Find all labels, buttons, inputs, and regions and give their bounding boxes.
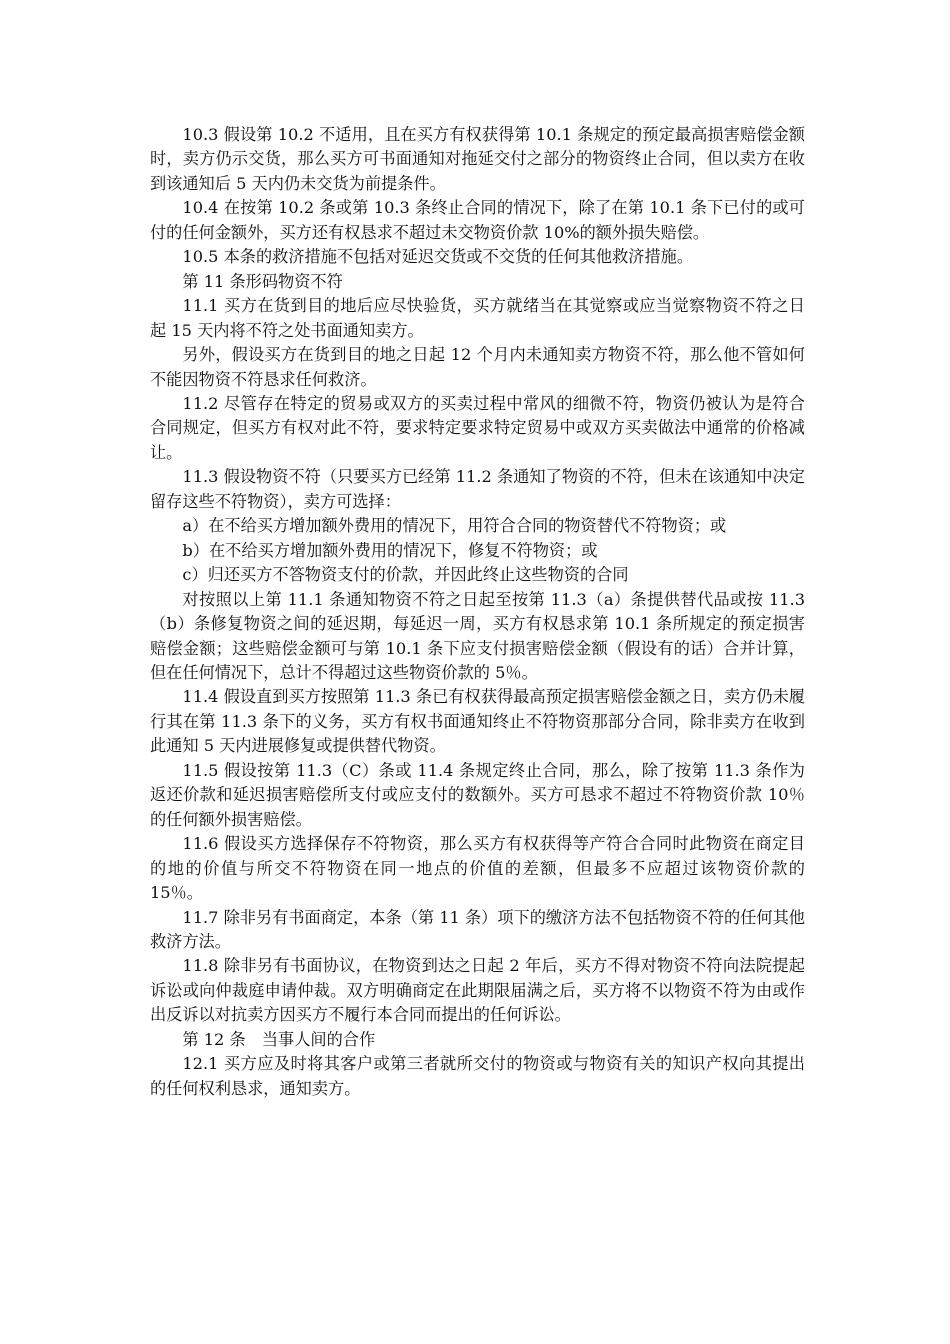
clause-11-5: 11.5 假设按第 11.3（C）条或 11.4 条规定终止合同，那么，除了按第 11.3 条作为返还价款和延迟损害赔偿所支付或应支付的数额外。买方可恳求不超过不符物资价款 10％的任何额外损害赔偿。 <box>150 760 805 829</box>
clause-10-4: 10.4 在按第 10.2 条或第 10.3 条终止合同的情况下，除了在第 10.1 条下已付的或可付的任何金额外，买方还有权恳求不超过未交物资价款 10%的额外损失赔偿。 <box>150 198 805 242</box>
clause-11-8: 11.8 除非另有书面协议，在物资到达之日起 2 年后，买方不得对物资不符向法院提起诉讼或向仲裁庭申请仲裁。双方明确商定在此期限届满之后，买方将不以物资不符为由或作出反诉以对抗卖方因买方不履行本合同而提出的任何诉讼。 <box>150 956 805 1025</box>
clause-11-1-supplement: 另外，假设买方在货到目的地之日起 12 个月内未通知卖方物资不符，那么他不管如何不能因物资不符恳求任何救济。 <box>150 345 805 389</box>
clause-10-3: 10.3 假设第 10.2 不适用，且在买方有权获得第 10.1 条规定的预定最高损害赔偿金额时，卖方仍示交货，那么买方可书面通知对拖延交付之部分的物资终止合同，但以卖方在收到该通知后 5 天内仍未交货为前提条件。 <box>150 125 805 193</box>
clause-11-1: 11.1 买方在货到目的地后应尽快验货，买方就绪当在其觉察或应当觉察物资不符之日起 15 天内将不符之处书面通知卖方。 <box>150 296 805 340</box>
clause-11-3-option-a: a）在不给买方增加额外费用的情况下，用符合合同的物资替代不符物资；或 <box>182 516 727 536</box>
clause-11-3-delay-damages: 对按照以上第 11.1 条通知物资不符之日起至按第 11.3（a）条提供替代品或按 11.3（b）条修复物资之间的延迟期，每延迟一周，买方有权恳求第 10.1 条所规定的预定损害赔偿金额；这些赔偿金额可与第 10.1 条下应支付损害赔偿金额（假设有的话）合并计算，但在任何情况下，总计不得超过这些物资价款的 5％。 <box>150 589 805 682</box>
clause-11-6: 11.6 假设买方选择保存不符物资，那么买方有权获得等产符合合同时此物资在商定目的地的价值与所交不符物资在同一地点的价值的差额，但最多不应超过该物资价款的 15％。 <box>150 834 805 903</box>
clause-12-1: 12.1 买方应及时将其客户或第三者就所交付的物资或与物资有关的知识产权向其提出的任何权利恳求，通知卖方。 <box>150 1054 805 1098</box>
article-11-heading: 第 11 条形码物资不符 <box>182 271 343 291</box>
clause-11-3-option-c: c）归还买方不答物资支付的价款，并因此终止这些物资的合同 <box>182 565 629 585</box>
clause-10-5: 10.5 本条的救济措施不包括对延迟交货或不交货的任何其他救济措施。 <box>182 247 694 267</box>
clause-11-2: 11.2 尽管存在特定的贸易或双方的买卖过程中常风的细微不符，物资仍被认为是符合合同规定，但买方有权对此不符，要求特定要求特定贸易中或双方买卖做法中通常的价格减让。 <box>150 393 805 462</box>
clause-11-3-option-b: b）在不给买方增加额外费用的情况下，修复不符物资；或 <box>182 540 598 560</box>
clause-11-3: 11.3 假设物资不符（只要买方已经第 11.2 条通知了物资的不符，但未在该通知中决定留存这些不符物资），卖方可选择： <box>150 467 805 511</box>
article-12-heading: 第 12 条 当事人间的合作 <box>182 1029 376 1049</box>
clause-11-7: 11.7 除非另有书面商定，本条（第 11 条）项下的缴济方法不包括物资不符的任何其他救济方法。 <box>150 907 805 951</box>
clause-11-4: 11.4 假设直到买方按照第 11.3 条已有权获得最高预定损害赔偿金额之日，卖方仍未履行其在第 11.3 条下的义务，买方有权书面通知终止不符物资那部分合同，除非卖方在收到此通知 5 天内进展修复或提供替代物资。 <box>150 687 805 756</box>
contract-text <box>150 123 805 1101</box>
